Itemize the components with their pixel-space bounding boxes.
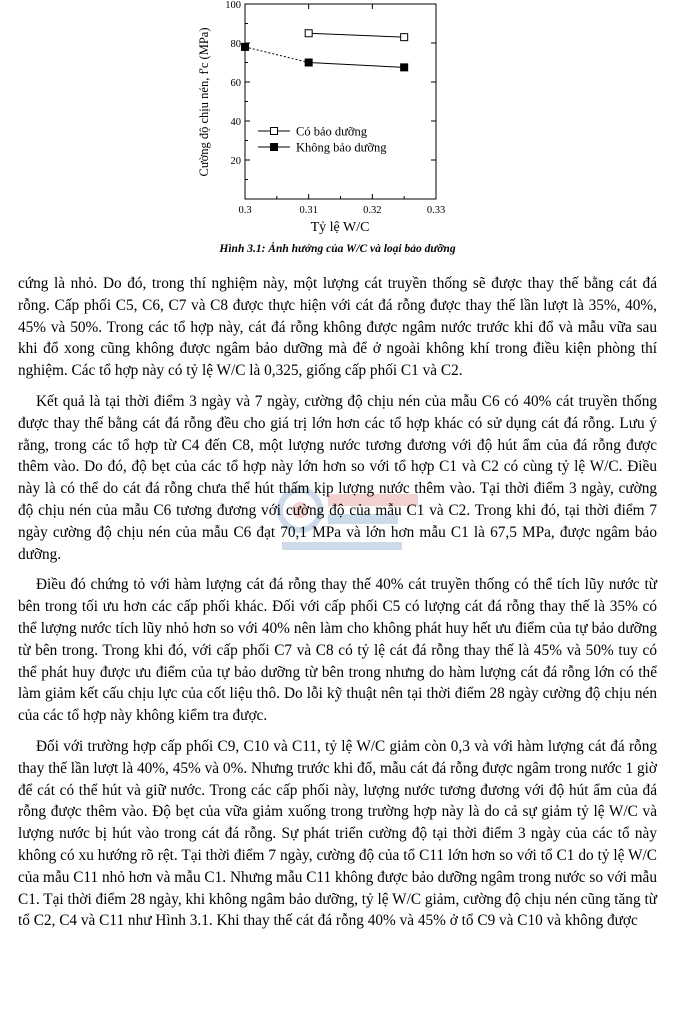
legend-marker xyxy=(271,128,278,135)
series-line-0 xyxy=(309,33,405,37)
y-tick-label: 20 xyxy=(230,156,241,167)
body-text xyxy=(18,273,657,941)
legend-marker xyxy=(271,144,278,151)
chart xyxy=(0,0,675,240)
x-tick-label: 0.31 xyxy=(299,205,318,216)
y-tick-label: 80 xyxy=(230,39,241,50)
series-line-1-dashed xyxy=(245,47,309,63)
legend-label: Không bảo dưỡng xyxy=(296,140,387,155)
data-point xyxy=(401,64,408,71)
x-tick-label: 0.33 xyxy=(426,205,446,216)
figure-caption: Hình 3.1: Ảnh hưởng của W/C và loại bảo dưỡng xyxy=(219,243,456,255)
x-tick-label: 0.32 xyxy=(363,205,382,216)
figure xyxy=(0,0,675,260)
paragraph-3: Điều đó chứng tỏ với hàm lượng cát đá rỗng thay thế 40% cát truyền thống có thể tích lũy nước từ bên trong tối ưu hơn các cấp phối khác. Đối với cấp phối C5 có lượng cát đá rỗng thay thế là 35% có thể lượng nước tích lũy nhỏ hơn so với 40% nên làm cho không phát huy hết ưu điểm của tự bảo dưỡng từ bên trong. Trong khi đó, với cấp phối C7 và C8 có tỷ lệ cát đá rỗng thay thế là 45% và 50% tuy có thể phát huy được ưu điểm của tự bảo dưỡng từ bên trong nhưng do hàm lượng cát đá rỗng lớn có thể làm giảm kết cấu chịu lực của cốt liệu thô. Do lỗi kỹ thuật nên tại thời điểm 28 ngày cường độ chịu nén của các tổ hợp này không kiểm tra được. xyxy=(18,576,657,725)
series-line-1 xyxy=(309,63,405,68)
legend-label: Có bảo dưỡng xyxy=(296,124,368,139)
y-tick-label: 40 xyxy=(230,117,241,128)
y-tick-label: 60 xyxy=(230,78,241,89)
x-tick-label: 0.3 xyxy=(238,205,252,216)
paragraph-4: Đối với trường hợp cấp phối C9, C10 và C11, tỷ lệ W/C giảm còn 0,3 và với hàm lượng cát đá rỗng thay thế lần lượt là 40%, 45% và 0%. Nhưng trước khi đổ, mẫu cát đá rỗng được ngâm trong nước 1 giờ để cát có thể hút và giữ nước. Trong các cấp phối này, lượng nước tương đương với độ hút ẩm của đá rỗng được thêm vào. Độ bẹt của vữa giảm xuống trong trường hợp này là do cả sự giảm tỷ lệ W/C và lượng nước bị hút vào trong cát đá rỗng. Sự phát triển cường độ tại thời điểm 3 ngày của các tổ này không có xu hướng rõ rệt. Tại thời điểm 7 ngày, cường độ của tổ C11 lớn hơn so với tổ C1 do tỷ lệ W/C của mẫu C11 nhỏ hơn và mẫu C1. Nhưng mẫu C11 không được bảo dưỡng ngâm trong nước so với mẫu C1. Tại thời điểm 28 ngày, khi không ngâm bảo dưỡng, tỷ lệ W/C giảm, cường độ chịu nén cũng tăng từ tổ C2, C4 và C11 như Hình 3.1. Khi thay thế cát đá rỗng 40% và 45% ở tổ C9 và C10 và không được xyxy=(18,737,657,930)
y-axis-label: Cường độ chịu nén, f'c (MPa) xyxy=(197,27,211,177)
y-tick-label: 100 xyxy=(225,0,241,11)
data-point xyxy=(305,30,312,37)
paragraph-1: cứng là nhỏ. Do đó, trong thí nghiệm này, một lượng cát truyền thống sẽ được thay thế bằng cát đá rỗng. Cấp phối C5, C6, C7 và C8 được thực hiện với cát đá rỗng được thay thế lần lượt là 35%, 40%, 45% và 50%. Trong các tổ hợp này, cát đá rỗng không được ngâm nước trước khi đổ và mẫu vữa sau khi đổ xong cũng không được ngâm bảo dưỡng mà để ở ngoài không khí trong điều kiện phòng thí nghiệm. Các tổ hợp này có tỷ lệ W/C là 0,325, giống cấp phối C1 và C2. xyxy=(18,275,657,380)
paragraph-2: Kết quả là tại thời điểm 3 ngày và 7 ngày, cường độ chịu nén của mẫu C6 có 40% cát truyền thống được thay thế bằng cát đá rỗng đều cho giá trị lớn hơn các tổ hợp khác có sử dụng cát đá rỗng. Lưu ý rằng, trong các tổ hợp từ C4 đến C8, một lượng nước tương đương với độ hút ẩm của đá rỗng được thêm vào. Do đó, độ bẹt của các tổ hợp này lớn hơn so với tổ hợp C1 và C2 có cùng tỷ lệ W/C. Điều này là có thể do cát đá rỗng chưa thể hút thấm kịp lượng nước thêm vào. Tại thời điểm 3 ngày, cường độ chịu nén của mẫu C6 tương đương với cường độ của mẫu C1 và C2. Trong khi đó, tại thời điểm 7 ngày cường độ chịu nén của mẫu C6 đạt 70,1 MPa và lớn hơn mẫu C1 là 67,5 MPa, được ngâm bảo dưỡng. xyxy=(18,392,657,563)
x-axis-label: Tỷ lệ W/C xyxy=(310,220,370,235)
data-point xyxy=(401,34,408,41)
